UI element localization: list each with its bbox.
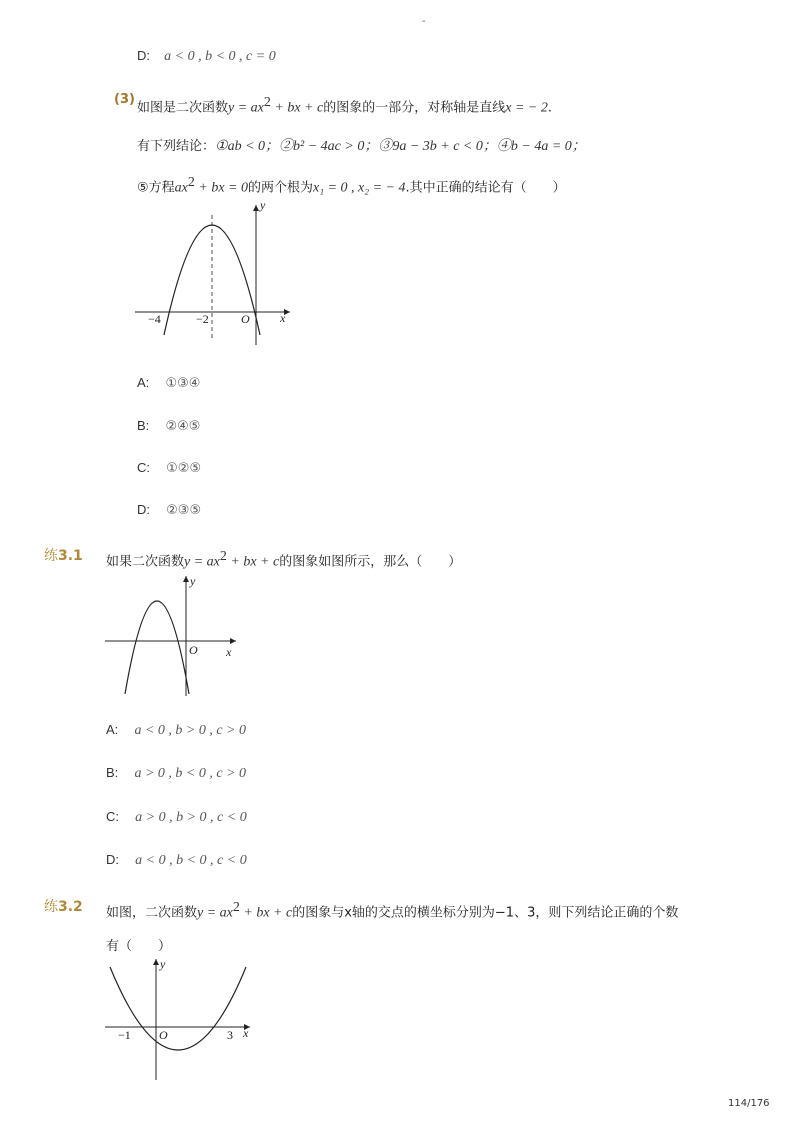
x-label: x xyxy=(280,311,286,325)
option-text: a > 0 , b < 0 , c > 0 xyxy=(134,766,246,781)
ex31-option-b[interactable] xyxy=(106,765,246,782)
x-label: x xyxy=(226,645,232,659)
formula-exp: 2 xyxy=(187,175,195,190)
q3-text-part: ⑤方程 xyxy=(137,180,175,196)
tick-3: 3 xyxy=(227,1028,233,1042)
ex31-text-part: 的图象如图所示，那么（ ） xyxy=(279,554,462,570)
y-label: y xyxy=(190,574,196,588)
formula-rest: + bx + c xyxy=(270,100,324,116)
ex31-option-a[interactable] xyxy=(106,722,246,739)
formula-eq: ax xyxy=(174,180,188,196)
origin-label: O xyxy=(241,312,250,326)
option-letter: A: xyxy=(137,375,150,390)
q3-line-2 xyxy=(137,135,586,155)
ex32-graph xyxy=(100,955,260,1085)
q3-text-part: . xyxy=(547,100,552,116)
header-dash: - xyxy=(422,16,426,27)
roots: x₁ = 0 , x₂ = − 4 xyxy=(313,180,406,196)
ex32-question-cont: 有（ ） xyxy=(106,939,172,954)
question-number: (3) xyxy=(114,92,135,107)
formula-exp: 2 xyxy=(263,95,271,110)
option-letter: C: xyxy=(106,809,119,824)
y-label: y xyxy=(160,957,166,971)
q3-line-1 xyxy=(137,95,552,116)
y-axis-arrow xyxy=(153,959,159,965)
q3-option-b[interactable] xyxy=(137,418,200,434)
option-letter: D: xyxy=(106,852,119,867)
ex32-text-part: 如图，二次函数 xyxy=(106,905,198,921)
tick-minus-4: −4 xyxy=(148,312,161,326)
option-letter: B: xyxy=(137,418,150,433)
origin-label: O xyxy=(159,1028,168,1042)
q3-option-d[interactable] xyxy=(137,502,201,518)
x-label: x xyxy=(243,1026,249,1040)
ex31-option-d[interactable] xyxy=(106,852,247,869)
q3-text-part: 的图象的一部分，对称轴是直线 xyxy=(323,100,506,116)
ex31-option-c[interactable] xyxy=(106,809,247,826)
exercise-label-number: 3.1 xyxy=(58,548,83,564)
formula-exp: 2 xyxy=(219,549,227,564)
option-text: a > 0 , b > 0 , c < 0 xyxy=(135,810,247,825)
formula-y: y = ax xyxy=(184,554,220,570)
exercise-label-prefix: 练 xyxy=(44,548,58,564)
x-axis-arrow xyxy=(230,638,236,644)
option-text: a < 0 , b < 0 , c = 0 xyxy=(164,49,276,64)
option-text: ①②⑤ xyxy=(166,461,202,476)
conclusion-4: ④b − 4a = 0； xyxy=(496,139,586,154)
option-text: a < 0 , b < 0 , c < 0 xyxy=(135,853,247,868)
q3-text-part: 如图是二次函数 xyxy=(137,100,229,116)
conclusion-1: ①ab < 0； xyxy=(215,139,280,154)
ex31-question xyxy=(106,549,461,570)
q3-text-part: .其中正确的结论有（ ） xyxy=(405,180,566,196)
exercise-label-prefix: 练 xyxy=(44,899,58,915)
option-letter: A: xyxy=(106,722,119,737)
formula-y: y = ax xyxy=(228,100,264,116)
conclusion-2: ②b² − 4ac > 0； xyxy=(279,139,379,154)
y-axis-arrow xyxy=(183,576,189,582)
formula-y: y = ax xyxy=(197,905,233,921)
axis-equation: x = − 2 xyxy=(505,100,548,116)
option-letter: B: xyxy=(106,765,119,780)
tick-minus-1: −1 xyxy=(118,1028,131,1042)
formula-eq-rest: + bx = 0 xyxy=(194,180,248,196)
y-label: y xyxy=(260,198,266,212)
q3-line-3 xyxy=(137,175,566,196)
tick-minus-2: −2 xyxy=(196,312,209,326)
ex31-text-part: 如果二次函数 xyxy=(106,554,185,570)
exercise-label-3-2 xyxy=(44,896,83,916)
formula-rest: + bx + c xyxy=(226,554,280,570)
page-number: 114/176 xyxy=(728,1098,770,1109)
option-text: ②③⑤ xyxy=(166,503,202,518)
option-letter: C: xyxy=(137,460,150,475)
q3-option-c[interactable] xyxy=(137,460,201,476)
exercise-label-number: 3.2 xyxy=(58,899,83,915)
formula-exp: 2 xyxy=(232,900,240,915)
parabola xyxy=(125,601,189,694)
ex31-graph xyxy=(100,570,245,700)
q3-graph xyxy=(130,195,300,350)
formula-rest: + bx + c xyxy=(239,905,293,921)
ex32-question xyxy=(106,900,678,921)
origin-label: O xyxy=(189,643,198,657)
option-text: ①③④ xyxy=(165,376,201,391)
conclusion-3: ③9a − 3b + c < 0； xyxy=(378,139,497,154)
q3-text-part: 有下列结论： xyxy=(137,139,216,154)
q3-option-a[interactable] xyxy=(137,375,200,391)
option-text: a < 0 , b > 0 , c > 0 xyxy=(134,723,246,738)
ex32-text-part: 的图象与x轴的交点的横坐标分别为−1、3，则下列结论正确的个数 xyxy=(292,905,679,921)
exercise-label-3-1 xyxy=(44,545,83,565)
option-text: ②④⑤ xyxy=(165,419,201,434)
option-letter: D: xyxy=(137,48,150,63)
option-letter: D: xyxy=(137,502,150,517)
prev-option-d[interactable] xyxy=(137,48,276,65)
q3-text-part: 的两个根为 xyxy=(247,180,313,196)
y-axis-arrow xyxy=(253,205,259,211)
